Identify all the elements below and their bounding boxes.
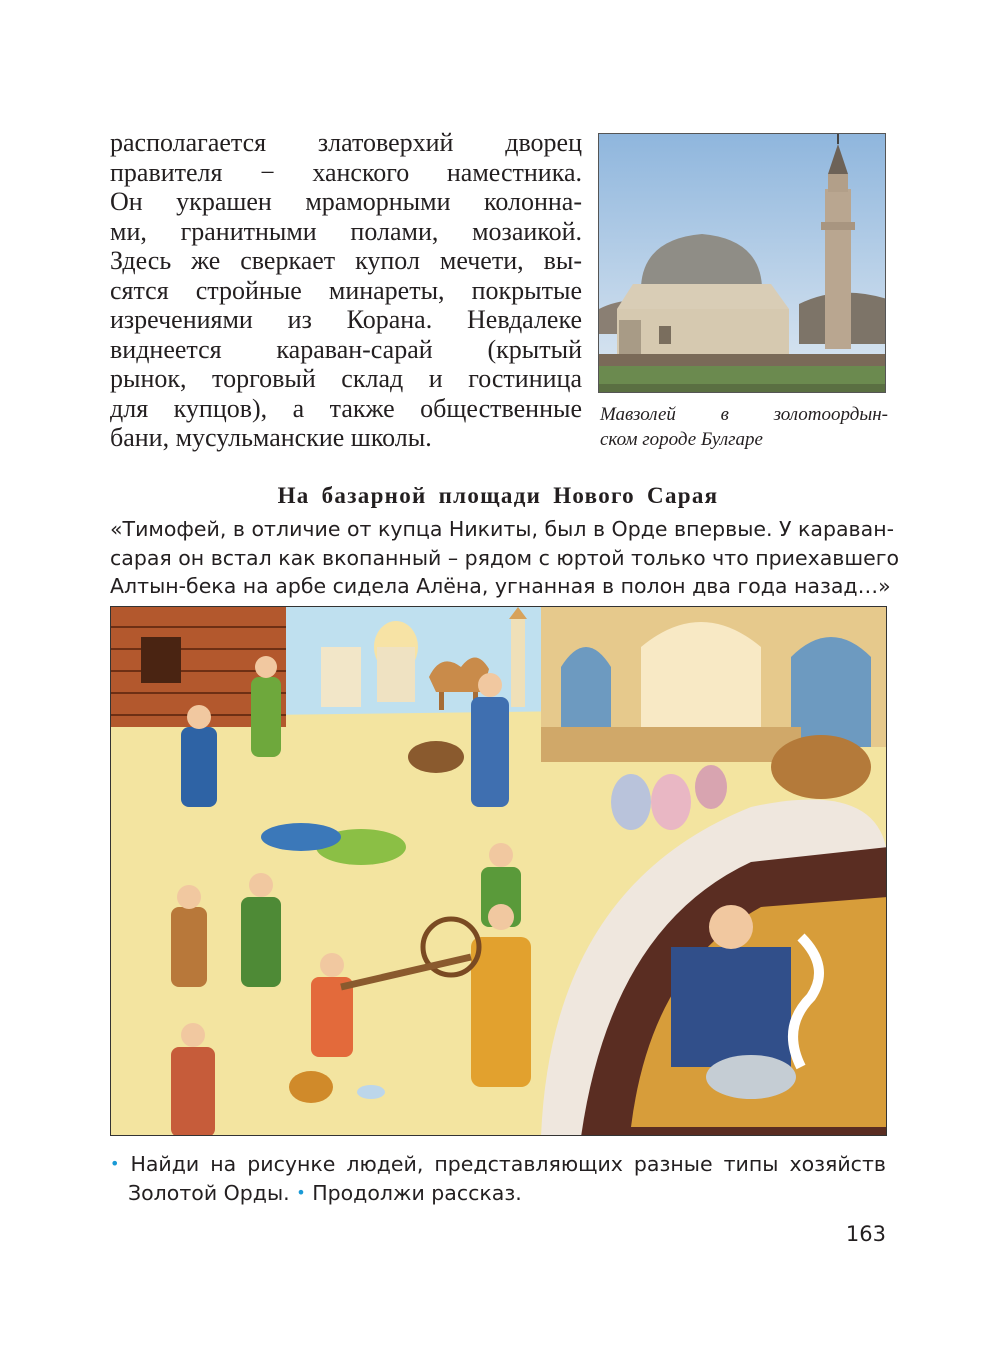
mausoleum-photo (598, 133, 886, 393)
quote-line: «Тимофей, в отличие от купца Никиты, был в Орде впервые. У караван- (110, 517, 895, 541)
task-line (110, 1150, 886, 1179)
body-line: ми, гранитными полами, мозаикой. (110, 216, 582, 246)
task-text: Найди на рисунке людей, представляющих разные типы хозяйств (130, 1152, 886, 1176)
task-text: Продолжи рассказ. (312, 1180, 522, 1205)
body-line: рынок, торговый склад и гостиница (110, 364, 582, 393)
bullet-icon: • (296, 1182, 306, 1202)
task-list (110, 1150, 886, 1207)
body-line: бани, мусульманские школы. (110, 423, 432, 452)
body-line: Здесь же сверкает купол мечети, вы- (110, 246, 582, 275)
body-line: Он украшен мраморными колонна- (110, 187, 582, 216)
quote-line: сарая он встал как вкопанный – рядом с юртой только что приехавшего (110, 545, 900, 570)
caption-line: ском городе Булгаре (600, 429, 763, 450)
bazaar-illustration (110, 606, 887, 1136)
body-line: располагается златоверхий дворец (110, 128, 582, 157)
task-text: Золотой Орды. (128, 1180, 290, 1205)
page-number: 163 (845, 1222, 886, 1246)
body-paragraph (110, 128, 582, 453)
body-line: виднеется караван-сарай (крытый (110, 334, 582, 364)
body-line: для купцов), а также общественные (110, 393, 582, 423)
section-title: На базарной площади Нового Сарая (277, 483, 719, 508)
body-line: правителя − ханского наместника. (110, 157, 582, 187)
bullet-icon: • (110, 1154, 120, 1173)
body-line: сятся стройные минареты, покрытые (110, 275, 582, 305)
task-line (110, 1179, 886, 1208)
quote-line: Алтын-бека на арбе сидела Алёна, угнанная в полон два года назад…» (110, 574, 891, 598)
story-quote (110, 515, 900, 601)
photo-caption (600, 402, 888, 452)
caption-line: Мавзолей в золотоордын- (600, 404, 888, 425)
body-line: изречениями из Корана. Невдалеке (110, 305, 582, 334)
